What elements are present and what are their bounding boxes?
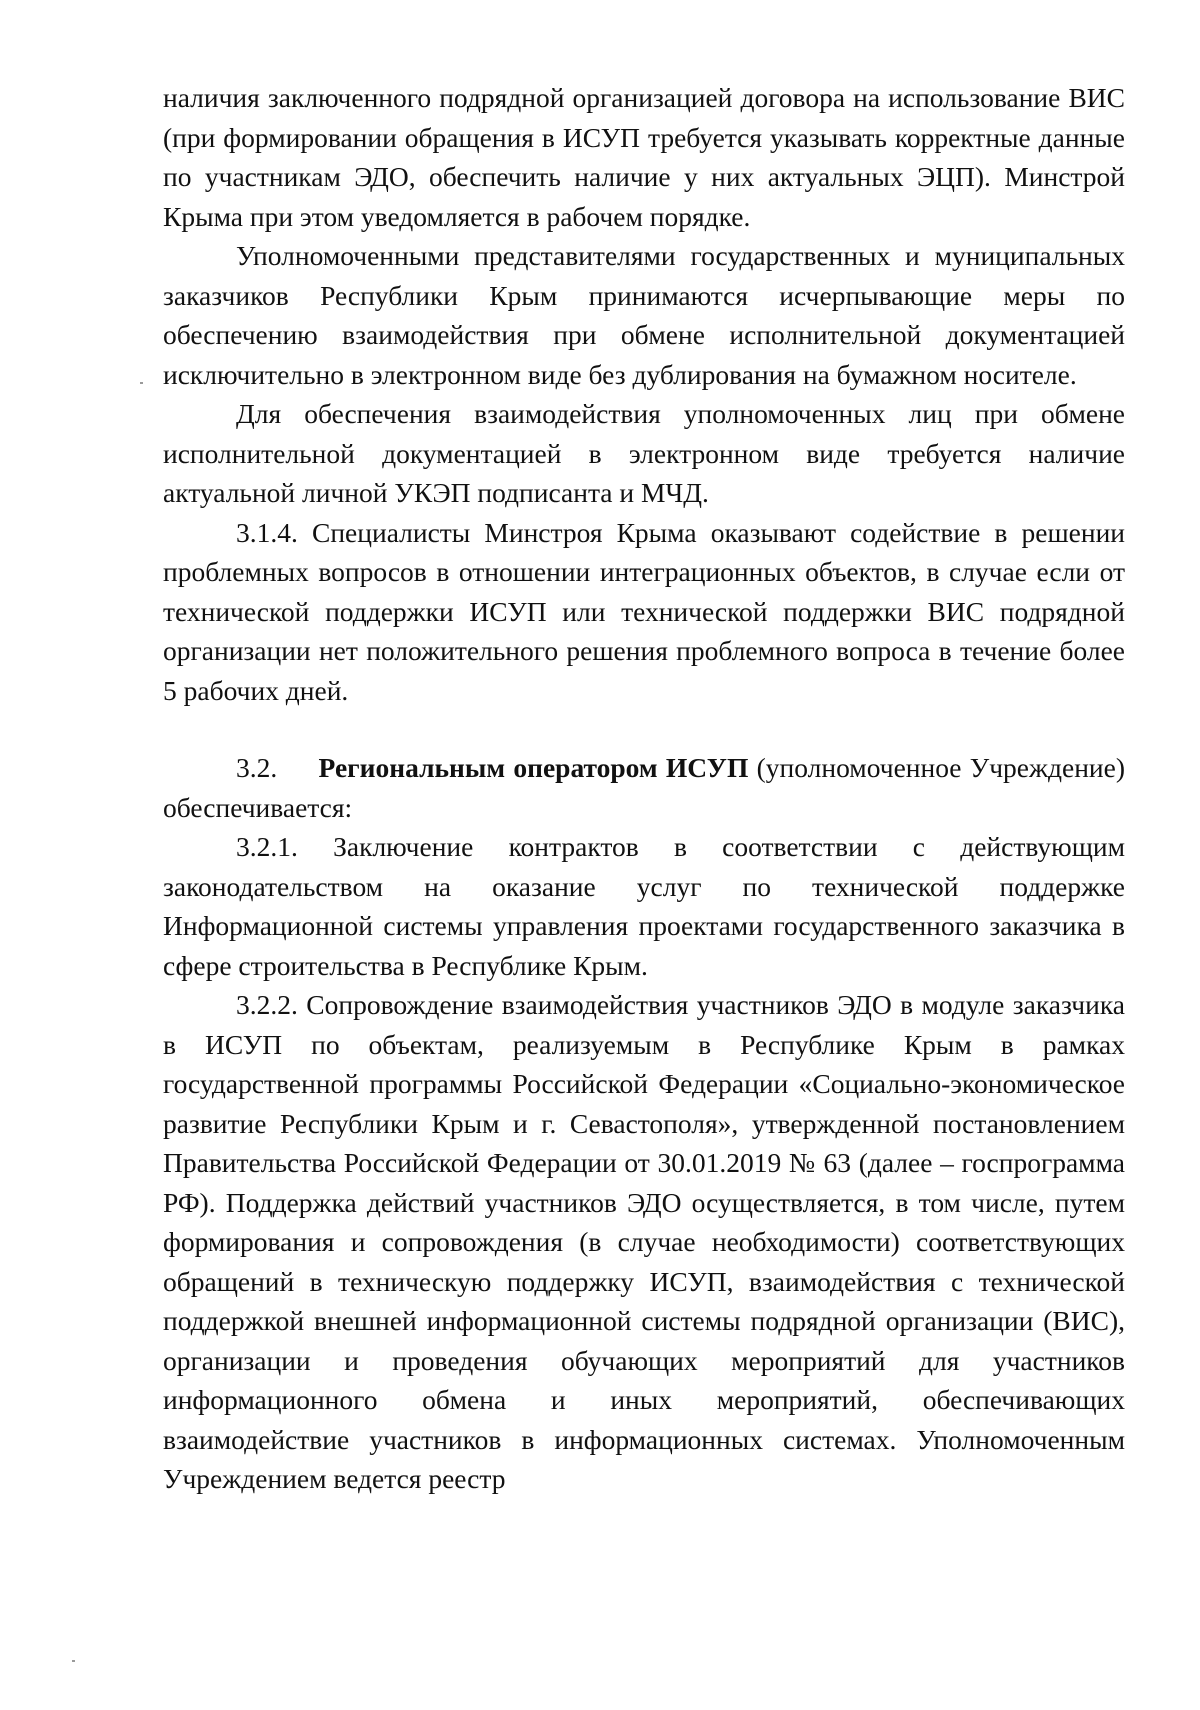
paragraph-3-2-2: 3.2.2. Сопровождение взаимодействия участников ЭДО в модуле заказчика в ИСУП по объектам, реализуемым в Республике Крым в рамках государственной программы Российской Федерации «Социально-экономическое развитие Республики Крым и г. Севастополя», утвержденной постановлением Правительства Российской Федерации от 30.01.2019 № 63 (далее – госпрограмма РФ). Поддержка действий участников ЭДО осуществляется, в том числе, путем формирования и сопровождения (в случае необходимости) соответствующих обращений в техническую поддержку ИСУП, взаимодействия с технической поддержкой внешней информационной системы подрядной организации (ВИС), организации и проведения обучающих мероприятий для участников информационного обмена и иных мероприятий, обеспечивающих взаимодействие участников в информационных системах. Уполномоченным Учреждением ведется реестр xyxy=(163,989,1125,1494)
document-body xyxy=(163,78,1125,1499)
section-bold-title: Региональным оператором ИСУП xyxy=(318,752,749,783)
paragraph-3-1-4: 3.1.4. Специалисты Минстроя Крыма оказывают содействие в решении проблемных вопросов в отношении интеграционных объектов, в случае если от технической поддержки ИСУП или технической поддержки ВИС подрядной организации нет положительного решения проблемного вопроса в течение более 5 рабочих дней. xyxy=(163,516,1125,706)
paragraph-3-2-1: 3.2.1. Заключение контрактов в соответствии с действующим законодательством на оказание услуг по технической поддержке Информационной системы управления проектами государственного заказчика в сфере строительства в Республике Крым. xyxy=(163,831,1125,981)
paragraph-ukep-mchd: Для обеспечения взаимодействия уполномоченных лиц при обмене исполнительной документацией в электронном виде требуется наличие актуальной личной УКЭП подписанта и МЧД. xyxy=(163,398,1125,508)
paragraph-authorized-representatives: Уполномоченными представителями государственных и муниципальных заказчиков Республики Крым принимаются исчерпывающие меры по обеспечению взаимодействия при обмене исполнительной документацией исключительно в электронном виде без дублирования на бумажном носителе. xyxy=(163,240,1125,390)
section-heading-3-2 xyxy=(163,748,1125,827)
paragraph-continuation-vis-contract: наличия заключенного подрядной организацией договора на использование ВИС (при формировании обращения в ИСУП требуется указывать корректные данные по участникам ЭДО, обеспечить наличие у них актуальных ЭЦП). Минстрой Крыма при этом уведомляется в рабочем порядке. xyxy=(163,82,1125,232)
scan-speck xyxy=(140,382,143,384)
section-number: 3.2. xyxy=(236,752,278,783)
section-title-rest: (уполномоченное Учреждение) обеспечивается: xyxy=(163,752,1126,823)
scan-speck xyxy=(72,1660,75,1662)
